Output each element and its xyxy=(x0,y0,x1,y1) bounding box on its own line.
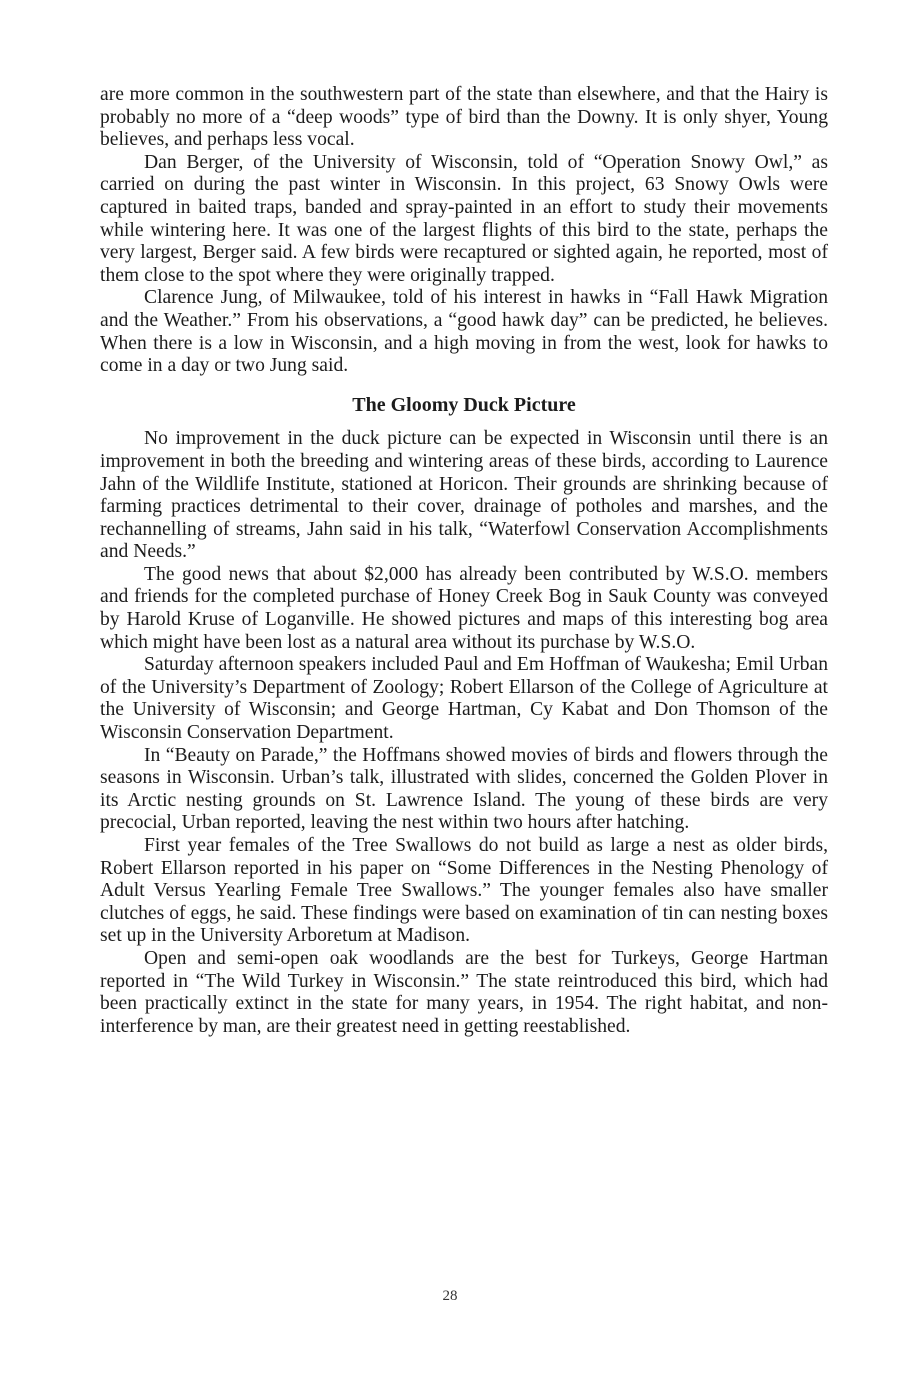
section-heading: The Gloomy Duck Picture xyxy=(352,393,576,416)
paragraph-wild-turkey: Open and semi-open oak woodlands are the best for Turkeys, George Hartman reported in “The Wild Turkey in Wisconsin.” The state reintroduced this bird, which had been practically extinct in the state for many years, in 1954. The right habitat, and non-interference by man, are their greatest need in getting reestablished. xyxy=(100,947,828,1037)
paragraph-honey-creek-bog: The good news that about $2,000 has already been contributed by W.S.O. members and friends for the completed purchase of Honey Creek Bog in Sauk County was conveyed by Harold Kruse of Loganville. He showed pictures and maps of this interesting bog area which might have been lost as a natural area without its purchase by W.S.O. xyxy=(100,563,828,653)
paragraph-hairy-woodpecker: are more common in the southwestern part of the state than elsewhere, and that the Hairy is probably no more of a “deep woods” type of bird than the Downy. It is only shyer, Young believes, and perhaps less vocal. xyxy=(100,84,828,151)
document-page xyxy=(100,84,828,1038)
page-number: 28 xyxy=(442,1288,458,1304)
paragraph-saturday-speakers: Saturday afternoon speakers included Paul and Em Hoffman of Waukesha; Emil Urban of the University’s Department of Zoology; Robert Ellarson of the College of Agriculture at the University of Wisconsin; and George Hartman, Cy Kabat and Don Thomson of the Wisconsin Conservation Department. xyxy=(100,654,828,744)
paragraph-duck-picture: No improvement in the duck picture can be expected in Wisconsin until there is an improvement in both the breeding and wintering areas of these birds, according to Laurence Jahn of the Wildlife Institute, stationed at Horicon. Their grounds are shrinking because of farming practices detrimental to their cover, drainage of potholes and marshes, and the rechannelling of streams, Jahn said in his talk, “Waterfowl Conservation Accomplishments and Needs.” xyxy=(100,428,828,563)
paragraph-hawk-migration: Clarence Jung, of Milwaukee, told of his interest in hawks in “Fall Hawk Migration and the Weather.” From his observations, a “good hawk day” can be predicted, he believes. When there is a low in Wisconsin, and a high moving in from the west, look for hawks to come in a day or two Jung said. xyxy=(100,287,828,377)
paragraph-snowy-owl: Dan Berger, of the University of Wisconsin, told of “Operation Snowy Owl,” as carried on during the past winter in Wisconsin. In this project, 63 Snowy Owls were captured in baited traps, banded and spray-painted in an effort to study their movements while wintering here. It was one of the largest flights of this bird to the state, perhaps the very largest, Berger said. A few birds were recaptured or sighted again, he reported, most of them close to the spot where they were originally trapped. xyxy=(100,151,828,286)
paragraph-beauty-on-parade: In “Beauty on Parade,” the Hoffmans showed movies of birds and flowers through the seasons in Wisconsin. Urban’s talk, illustrated with slides, concerned the Golden Plover in its Arctic nesting grounds on St. Lawrence Island. The young of these birds are very precocial, Urban reported, leaving the nest within two hours after hatching. xyxy=(100,744,828,834)
paragraph-tree-swallows: First year females of the Tree Swallows do not build as large a nest as older birds, Robert Ellarson reported in his paper on “Some Differences in the Nesting Phenology of Adult Versus Yearling Female Tree Swallows.” The younger females also have smaller clutches of eggs, he said. These findings were based on examination of tin can nesting boxes set up in the University Arboretum at Madison. xyxy=(100,835,828,947)
